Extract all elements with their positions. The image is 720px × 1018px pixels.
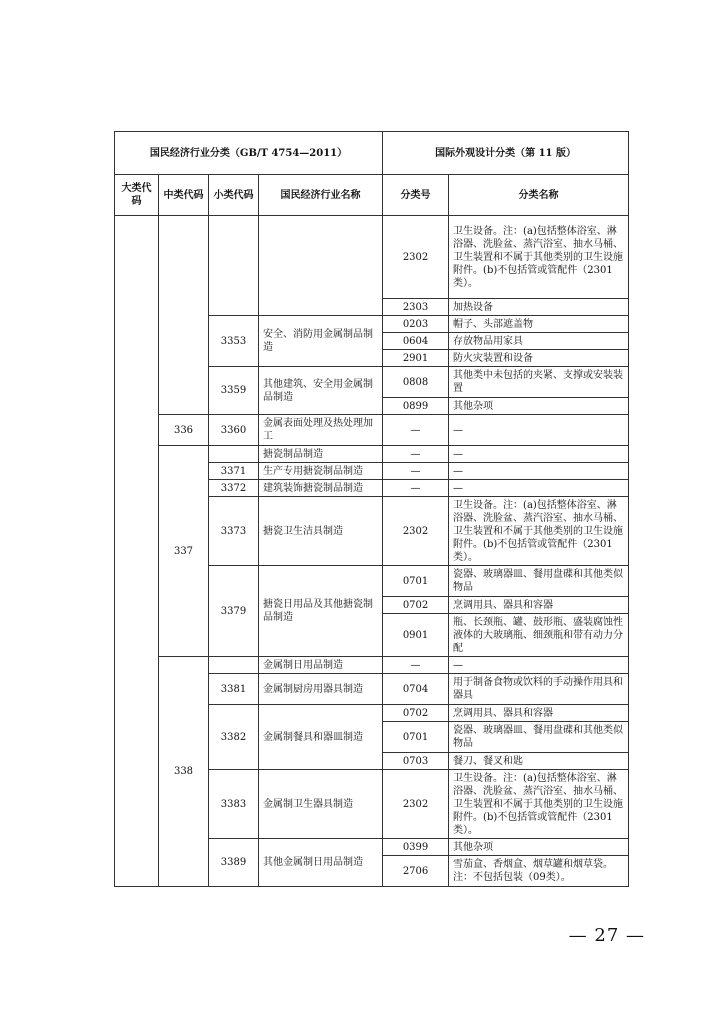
cell-small: 3360 — [209, 415, 259, 446]
cell-code: — — [383, 415, 449, 446]
cell-desc: 其他类中未包括的夹紧、支撑或安装装置 — [449, 367, 629, 398]
cell-name: 搪瓷日用品及其他搪瓷制品制造 — [259, 566, 383, 657]
cell-code: 2302 — [383, 216, 449, 299]
cell-small: 3371 — [209, 463, 259, 480]
cell-desc: 瓶、长颈瓶、罐、鼓形瓶、盛装腐蚀性液体的大玻璃瓶、细颈瓶和带有动力分配 — [449, 614, 629, 657]
table-row — [115, 415, 629, 446]
cell-code: — — [383, 446, 449, 463]
cell-mid: 336 — [159, 415, 209, 446]
cell-desc: — — [449, 480, 629, 497]
col-code: 分类号 — [383, 175, 449, 216]
cell-desc: — — [449, 446, 629, 463]
cell-desc: — — [449, 657, 629, 674]
cell-desc: 其他杂项 — [449, 839, 629, 856]
cell-code: — — [383, 657, 449, 674]
cell-name: 其他金属制日用品制造 — [259, 839, 383, 887]
cell-code: — — [383, 463, 449, 480]
cell-desc: — — [449, 463, 629, 480]
cell-name: 建筑装饰搪瓷制品制造 — [259, 480, 383, 497]
cell-desc: 存放物品用家具 — [449, 333, 629, 350]
cell-name: 金属制厨房用器具制造 — [259, 674, 383, 705]
cell-name: 生产专用搪瓷制品制造 — [259, 463, 383, 480]
cell-small: 3382 — [209, 705, 259, 770]
cell-small: 3381 — [209, 674, 259, 705]
cell-desc: 帽子、头部遮盖物 — [449, 316, 629, 333]
cell-name: 搪瓷制品制造 — [259, 446, 383, 463]
cell-code: 0702 — [383, 705, 449, 722]
cell-small: 3379 — [209, 566, 259, 657]
cell-name: 金属表面处理及热处理加工 — [259, 415, 383, 446]
column-header-row — [115, 175, 629, 216]
cell-code: 0604 — [383, 333, 449, 350]
cell-name — [259, 216, 383, 316]
cell-name: 金属制餐具和器皿制造 — [259, 705, 383, 770]
cell-small — [209, 657, 259, 674]
cell-small: 3383 — [209, 770, 259, 839]
cell-code: 0701 — [383, 722, 449, 753]
cell-small: 3372 — [209, 480, 259, 497]
cell-code: 2302 — [383, 770, 449, 839]
cell-small: 3373 — [209, 497, 259, 566]
cell-code: 0808 — [383, 367, 449, 398]
cell-mid: 337 — [159, 446, 209, 657]
cell-name: 安全、消防用金属制品制造 — [259, 316, 383, 367]
classification-table — [114, 131, 629, 887]
table-header-row — [115, 132, 629, 175]
cell-code: 0203 — [383, 316, 449, 333]
cell-code: 2302 — [383, 497, 449, 566]
cell-small: 3353 — [209, 316, 259, 367]
cell-code: 2901 — [383, 350, 449, 367]
cell-code: 0702 — [383, 597, 449, 614]
cell-desc: 防火灾装置和设备 — [449, 350, 629, 367]
cell-desc: — — [449, 415, 629, 446]
cell-desc: 瓷器、玻璃器皿、餐用盘碟和其他类似物品 — [449, 566, 629, 597]
cell-small — [209, 446, 259, 463]
cell-desc: 烹调用具、器具和容器 — [449, 705, 629, 722]
col-cname: 分类名称 — [449, 175, 629, 216]
cell-code: 0701 — [383, 566, 449, 597]
col-mid: 中类代码 — [159, 175, 209, 216]
table-row — [115, 446, 629, 463]
cell-desc: 卫生设备。注：(a)包括整体浴室、淋浴器、洗脸盆、蒸汽浴室、抽水马桶、卫生装置和不属于其他类别的卫生设施附件。(b)不包括管或管配件（2301类）。 — [449, 770, 629, 839]
cell-desc: 餐刀、餐叉和匙 — [449, 753, 629, 770]
cell-small — [209, 216, 259, 316]
cell-desc: 用于制备食物或饮料的手动操作用具和器具 — [449, 674, 629, 705]
cell-mid: 338 — [159, 657, 209, 887]
cell-name: 金属制卫生器具制造 — [259, 770, 383, 839]
cell-code: 0899 — [383, 398, 449, 415]
cell-mid — [159, 216, 209, 415]
cell-code: 2303 — [383, 299, 449, 316]
cell-desc: 瓷器、玻璃器皿、餐用盘碟和其他类似物品 — [449, 722, 629, 753]
cell-code: 0704 — [383, 674, 449, 705]
col-small: 小类代码 — [209, 175, 259, 216]
cell-desc: 卫生设备。注：(a)包括整体浴室、淋浴器、洗脸盆、蒸汽浴室、抽水马桶、卫生装置和不属于其他类别的卫生设施附件。(b)不包括管或管配件（2301类）。 — [449, 497, 629, 566]
cell-code: 0399 — [383, 839, 449, 856]
cell-code: 0901 — [383, 614, 449, 657]
cell-name: 金属制日用品制造 — [259, 657, 383, 674]
cell-desc: 加热设备 — [449, 299, 629, 316]
cell-desc: 烹调用具、器具和容器 — [449, 597, 629, 614]
col-name: 国民经济行业名称 — [259, 175, 383, 216]
cell-desc: 雪茄盒、香烟盒、烟草罐和烟草袋。注：不包括包装（09类）。 — [449, 856, 629, 887]
page-number: — 27 — — [568, 925, 645, 946]
table-row — [115, 657, 629, 674]
cell-desc: 卫生设备。注：(a)包括整体浴室、淋浴器、洗脸盆、蒸汽浴室、抽水马桶、卫生装置和不属于其他类别的卫生设施附件。(b)不包括管或管配件（2301类）。 — [449, 216, 629, 299]
cell-small: 3389 — [209, 839, 259, 887]
cell-desc: 其他杂项 — [449, 398, 629, 415]
table-row — [115, 216, 629, 299]
cell-code: 0703 — [383, 753, 449, 770]
cell-code: — — [383, 480, 449, 497]
cell-big — [115, 216, 159, 887]
col-big: 大类代码 — [115, 175, 159, 216]
cell-name: 其他建筑、安全用金属制品制造 — [259, 367, 383, 415]
cell-code: 2706 — [383, 856, 449, 887]
header-left: 国民经济行业分类（GB/T 4754—2011） — [115, 132, 383, 175]
header-right: 国际外观设计分类（第 11 版） — [383, 132, 629, 175]
cell-small: 3359 — [209, 367, 259, 415]
cell-name: 搪瓷卫生洁具制造 — [259, 497, 383, 566]
